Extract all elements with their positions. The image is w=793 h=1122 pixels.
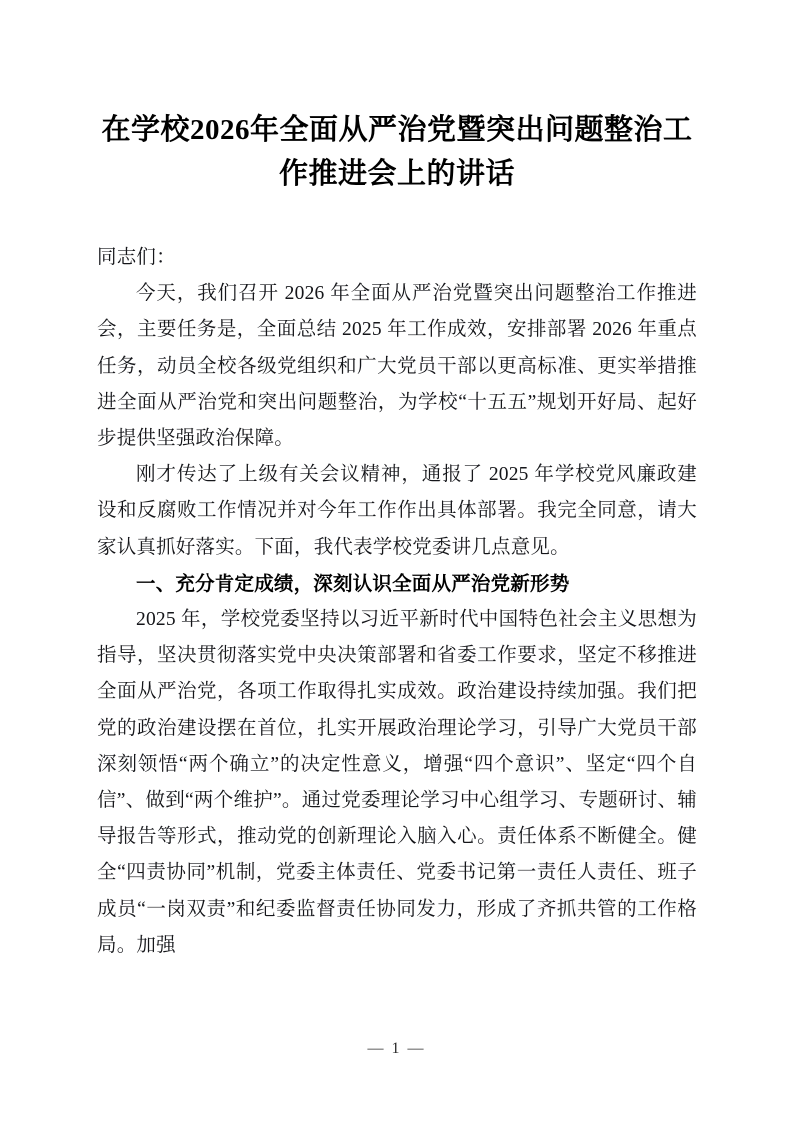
section-heading-1: 一、充分肯定成绩，深刻认识全面从严治党新形势 bbox=[136, 572, 570, 595]
salutation: 同志们： bbox=[97, 247, 176, 268]
document-body bbox=[97, 0, 697, 964]
paragraph-intro-2: 刚才传达了上级有关会议精神，通报了 2025 年学校党风廉政建设和反腐败工作情况并对今年工作作出具体部署。我完全同意，请大家认真抓好落实。下面，我代表学校党委讲几点意见。 bbox=[97, 464, 697, 558]
section-1-paragraph-1: 2025 年，学校党委坚持以习近平新时代中国特色社会主义思想为指导，坚决贯彻落实党中央决策部署和省委工作要求，坚定不移推进全面从严治党，各项工作取得扎实成效。政治建设持续加强。我们把党的政治建设摆在首位，扎实开展政治理论学习，引导广大党员干部深刻领悟“两个确立”的决定性意义，增强“四个意识”、坚定“四个自信”、做到“两个维护”。通过党委理论学习中心组学习、专题研讨、辅导报告等形式，推动党的创新理论入脑入心。责任体系不断健全。健全“四责协同”机制，党委主体责任、党委书记第一责任人责任、班子成员“一岗双责”和纪委监督责任协同发力，形成了齐抓共管的工作格局。加强 bbox=[97, 609, 697, 956]
paragraph-intro-1: 今天，我们召开 2026 年全面从严治党暨突出问题整治工作推进会，主要任务是，全面总结 2025 年工作成效，安排部署 2026 年重点任务，动员全校各级党组织和广大党员干部以更高标准、更实举措推进全面从严治党和突出问题整治，为学校“十五五”规划开好局、起好步提供坚强政治保障。 bbox=[97, 283, 697, 450]
page-title: 在学校2026年全面从严治党暨突出问题整治工作推进会上的讲话 bbox=[101, 114, 693, 190]
page-number-footer: — 1 — bbox=[367, 1040, 426, 1057]
